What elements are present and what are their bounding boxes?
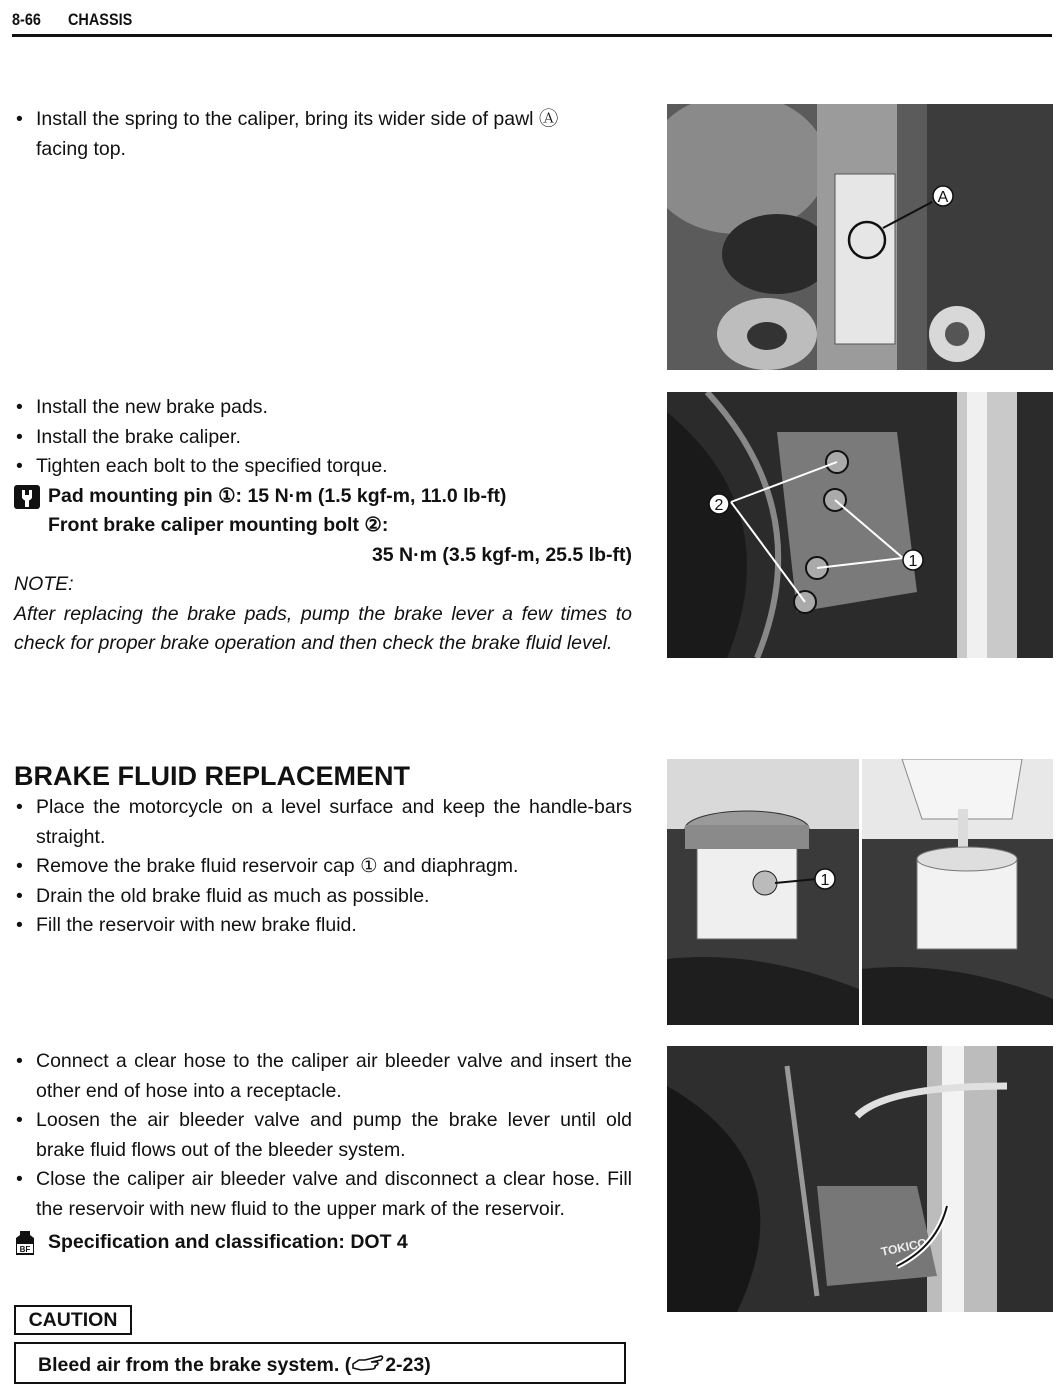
callout-2: 2 xyxy=(714,497,724,514)
spring-install-text xyxy=(14,105,632,164)
brake-pad-install-text xyxy=(14,393,632,659)
photo-bleeder-valve xyxy=(667,1046,1053,1312)
section-heading: BRAKE FLUID REPLACEMENT xyxy=(14,761,410,791)
photo-reservoir-cap xyxy=(667,759,859,1025)
page-number: 8-66 xyxy=(12,10,41,29)
brake-fluid-section xyxy=(14,759,632,941)
callout-reservoir-1: 1 xyxy=(820,872,830,889)
torque-spec: Pad mounting pin ①: 15 N·m (1.5 kgf-m, 11.0 lb-ft) Front brake caliper mounting bolt ②: 35 N·m (3.5 kgf-m, 25.5 lb-ft) xyxy=(14,482,632,571)
svg-text:TOKICO: TOKICO xyxy=(879,1235,929,1259)
note-label: NOTE: xyxy=(14,573,74,595)
list-item: • Connect a clear hose to the caliper air bleeder valve and insert the other end of hose into a receptacle. xyxy=(14,1047,632,1106)
list-item: • Install the spring to the caliper, bring its wider side of pawl Ⓐ facing top. xyxy=(14,105,632,164)
list-item: • Install the brake caliper. xyxy=(14,423,632,453)
bleeding-text xyxy=(14,1047,632,1258)
list-item: • Place the motorcycle on a level surface and keep the handle-bars straight. xyxy=(14,793,632,852)
torque-wrench-icon xyxy=(14,485,40,509)
caution-box: Bleed air from the brake system. ( 2-23) xyxy=(14,1342,626,1384)
section-title: CHASSIS xyxy=(68,10,133,29)
callout-1: 1 xyxy=(908,553,918,570)
note-text: After replacing the brake pads, pump the brake lever a few times to check for proper brake operation and then check the brake fluid level. xyxy=(14,602,632,654)
fluid-spec: BF Specification and classification: DOT 4 xyxy=(14,1228,632,1258)
photo-spring-caliper xyxy=(667,104,1053,370)
list-item: • Remove the brake fluid reservoir cap ① and diaphragm. xyxy=(14,852,632,882)
brake-fluid-icon xyxy=(14,1230,36,1256)
photo-brake-caliper xyxy=(667,392,1053,658)
list-item: • Fill the reservoir with new brake fluid. xyxy=(14,911,632,941)
list-item: • Install the new brake pads. xyxy=(14,393,632,423)
list-item: • Loosen the air bleeder valve and pump the brake lever until old brake fluid flows out of the bleeder system. xyxy=(14,1106,632,1165)
callout-a: A xyxy=(937,189,949,206)
list-item: • Drain the old brake fluid as much as possible. xyxy=(14,882,632,912)
svg-text:BF: BF xyxy=(19,1245,31,1254)
photo-fill-reservoir xyxy=(862,759,1053,1025)
caution-label: CAUTION xyxy=(14,1305,132,1335)
list-item: • Close the caliper air bleeder valve and disconnect a clear hose. Fill the reservoir with new fluid to the upper mark of the reservoir. xyxy=(14,1165,632,1224)
list-item: • Tighten each bolt to the specified torque. xyxy=(14,452,632,482)
page-header xyxy=(12,6,1052,37)
reference-hand-icon xyxy=(351,1345,385,1387)
